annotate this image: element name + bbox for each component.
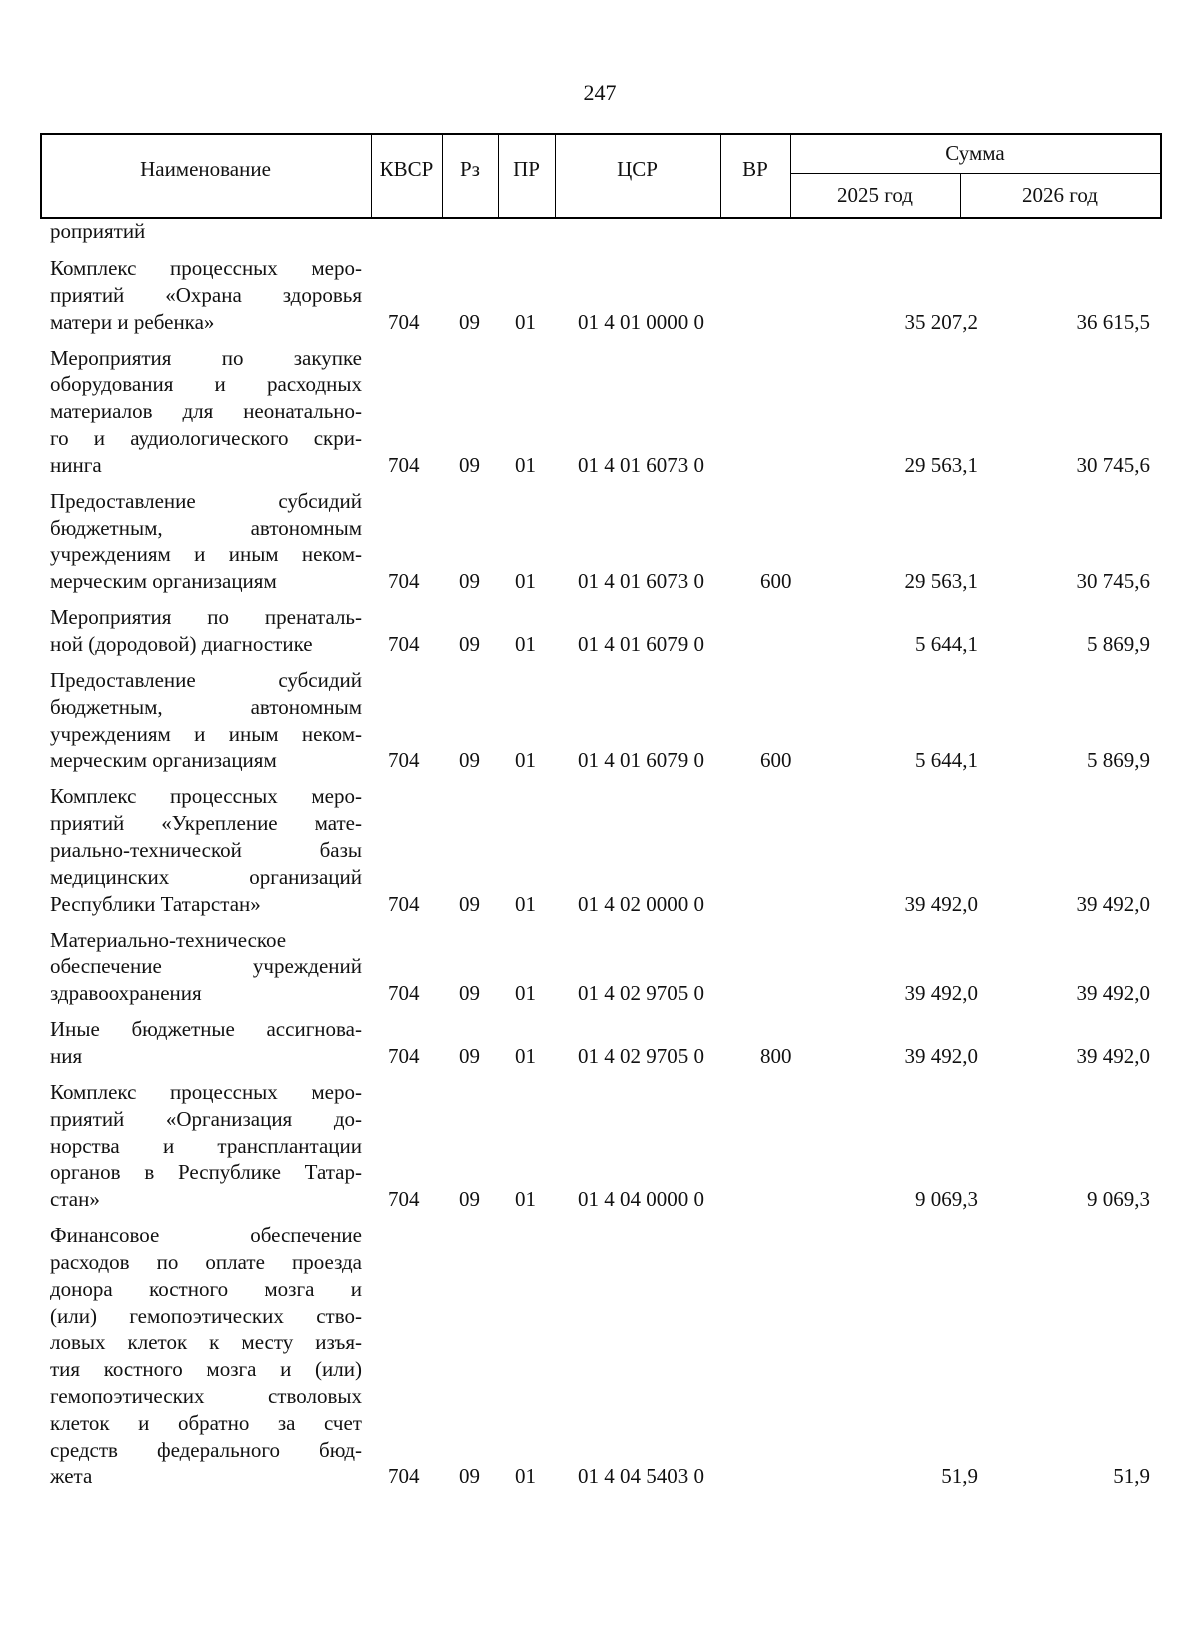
row-name-line: жета [50, 1464, 93, 1489]
row-sum-2026: 39 492,0 [1076, 1044, 1150, 1068]
row-name-line: Республики Татарстан» [50, 891, 261, 916]
row-kvsr: 704 [388, 981, 420, 1006]
header-year-2025: 2025 год [837, 182, 913, 207]
row-sum-2026: 39 492,0 [1076, 891, 1150, 916]
row-name-line: Предоставление субсидий [50, 488, 362, 513]
row-kvsr: 704 [388, 748, 420, 773]
row-name-line: Комплекс процессных меро- [50, 1080, 362, 1104]
row-sum-2025: 35 207,2 [904, 309, 978, 334]
row-name-line: Предоставление субсидий [50, 668, 362, 692]
row-name [50, 488, 362, 595]
row-rz: 09 [459, 1044, 480, 1068]
row-pr: 01 [515, 1044, 536, 1068]
row-csr: 01 4 01 6079 0 [578, 632, 704, 656]
row-pr: 01 [515, 632, 536, 656]
row-sum-2026: 51,9 [1113, 1464, 1150, 1489]
row-name-line: Материально-техническое [50, 927, 287, 952]
row-name-line: медицинских организаций [50, 864, 362, 889]
row-sum-2025: 5 644,1 [915, 632, 978, 656]
row-vr: 600 [760, 569, 792, 594]
row-name-line: Мероприятия по закупке [50, 345, 362, 370]
row-vr: 800 [760, 1044, 792, 1068]
row-name-line: тия костного мозга и (или) [50, 1357, 362, 1382]
row-sum-2026: 5 869,9 [1087, 748, 1150, 773]
row-name-line: ной (дородовой) диагностике [50, 631, 313, 656]
row-name-line: приятий «Укрепление мате- [50, 811, 362, 836]
row-name-line: мерческим организациям [50, 569, 277, 594]
row-csr: 01 4 01 0000 0 [578, 309, 704, 334]
row-sum-2026: 30 745,6 [1076, 569, 1150, 594]
row-name [50, 604, 362, 658]
row-pr: 01 [515, 452, 536, 477]
row-name [50, 927, 362, 1007]
row-sum-2025: 51,9 [941, 1464, 978, 1489]
row-csr: 01 4 04 5403 0 [578, 1464, 704, 1489]
row-pr: 01 [515, 309, 536, 334]
row-rz: 09 [459, 452, 480, 477]
row-rz: 09 [459, 309, 480, 334]
row-pr: 01 [515, 1187, 536, 1212]
row-name-line: Финансовое обеспечение [50, 1223, 362, 1248]
continuation-text: роприятий [50, 219, 146, 243]
row-kvsr: 704 [388, 1044, 420, 1068]
row-name-line: расходов по оплате проезда [50, 1249, 362, 1274]
row-kvsr: 704 [388, 632, 420, 656]
row-name-line: Мероприятия по пренаталь- [50, 605, 362, 630]
header-csr: ЦСР [617, 156, 658, 181]
row-name [50, 255, 362, 335]
row-name-line: нинга [50, 452, 102, 477]
row-name-line: норства и трансплантации [50, 1133, 362, 1158]
header-pr: ПР [513, 156, 540, 181]
row-name-line: Иные бюджетные ассигнова- [50, 1017, 362, 1042]
row-name-line: риально-технической базы [50, 837, 362, 862]
row-rz: 09 [459, 981, 480, 1006]
row-kvsr: 704 [388, 891, 420, 916]
row-pr: 01 [515, 569, 536, 594]
table-header [40, 133, 1162, 218]
row-sum-2026: 36 615,5 [1076, 309, 1150, 334]
row-csr: 01 4 02 9705 0 [578, 981, 704, 1006]
row-name-line: Комплекс процессных меро- [50, 784, 362, 809]
row-name [50, 345, 362, 479]
row-pr: 01 [515, 1464, 536, 1489]
row-name [50, 1079, 362, 1213]
row-name [50, 1016, 362, 1070]
row-name-line: ловых клеток к месту изъя- [50, 1330, 362, 1355]
row-kvsr: 704 [388, 1464, 420, 1489]
row-name-line: учреждениям и иным неком- [50, 542, 362, 567]
row-csr: 01 4 01 6079 0 [578, 748, 704, 773]
row-name-line: клеток и обратно за счет [50, 1410, 362, 1435]
row-sum-2025: 29 563,1 [904, 569, 978, 594]
row-name-line: гемопоэтических стволовых [50, 1383, 362, 1408]
row-csr: 01 4 04 0000 0 [578, 1187, 704, 1212]
header-name: Наименование [140, 156, 271, 181]
row-sum-2026: 5 869,9 [1087, 632, 1150, 656]
row-name-line: приятий «Организация до- [50, 1106, 362, 1131]
row-sum-2026: 39 492,0 [1076, 981, 1150, 1006]
page-number: 247 [583, 80, 617, 105]
header-year-2026: 2026 год [1022, 182, 1098, 207]
row-sum-2025: 39 492,0 [904, 981, 978, 1006]
row-sum-2026: 30 745,6 [1076, 452, 1150, 477]
row-sum-2025: 5 644,1 [915, 748, 978, 773]
row-name-line: ния [50, 1043, 83, 1068]
row-csr: 01 4 01 6073 0 [578, 569, 704, 594]
header-vr: ВР [742, 156, 768, 181]
row-vr: 600 [760, 748, 792, 773]
row-csr: 01 4 02 9705 0 [578, 1044, 704, 1068]
row-name-line: средств федерального бюд- [50, 1437, 362, 1462]
row-name-line: бюджетным, автономным [50, 694, 362, 719]
row-pr: 01 [515, 981, 536, 1006]
row-name-line: Комплекс процессных меро- [50, 256, 362, 280]
row-kvsr: 704 [388, 569, 420, 594]
row-sum-2025: 9 069,3 [915, 1187, 978, 1212]
row-name-line: органов в Республике Татар- [50, 1160, 362, 1185]
row-kvsr: 704 [388, 309, 420, 334]
row-name-line: учреждениям и иным неком- [50, 721, 362, 746]
row-name-line: бюджетным, автономным [50, 515, 362, 540]
row-name [50, 1222, 362, 1490]
row-name-line: мерческим организациям [50, 748, 277, 773]
row-sum-2025: 39 492,0 [904, 891, 978, 916]
row-kvsr: 704 [388, 452, 420, 477]
row-name [50, 667, 362, 774]
row-name-line: (или) гемопоэтических ство- [50, 1303, 362, 1328]
row-name-line: обеспечение учреждений [50, 954, 362, 979]
row-name-line: стан» [50, 1187, 100, 1212]
header-rz: Рз [460, 156, 480, 181]
row-rz: 09 [459, 1464, 480, 1489]
row-rz: 09 [459, 632, 480, 656]
header-kvsr: КВСР [379, 156, 434, 181]
row-kvsr: 704 [388, 1187, 420, 1212]
row-csr: 01 4 01 6073 0 [578, 452, 704, 477]
header-sum: Сумма [945, 140, 1005, 165]
row-name-line: оборудования и расходных [50, 372, 362, 397]
row-sum-2025: 39 492,0 [904, 1044, 978, 1068]
row-name-line: донора костного мозга и [50, 1276, 362, 1301]
row-name-line: здравоохранения [50, 981, 202, 1006]
row-csr: 01 4 02 0000 0 [578, 891, 704, 916]
row-pr: 01 [515, 748, 536, 773]
row-rz: 09 [459, 891, 480, 916]
row-name-line: материалов для неонатально- [50, 399, 362, 424]
row-name-line: матери и ребенка» [50, 309, 215, 334]
row-sum-2025: 29 563,1 [904, 452, 978, 477]
row-name [50, 783, 362, 917]
row-pr: 01 [515, 891, 536, 916]
row-name-line: го и аудиологического скри- [50, 425, 362, 450]
row-sum-2026: 9 069,3 [1087, 1187, 1150, 1212]
row-name-line: приятий «Охрана здоровья [50, 282, 362, 307]
row-rz: 09 [459, 1187, 480, 1212]
row-rz: 09 [459, 569, 480, 594]
row-rz: 09 [459, 748, 480, 773]
